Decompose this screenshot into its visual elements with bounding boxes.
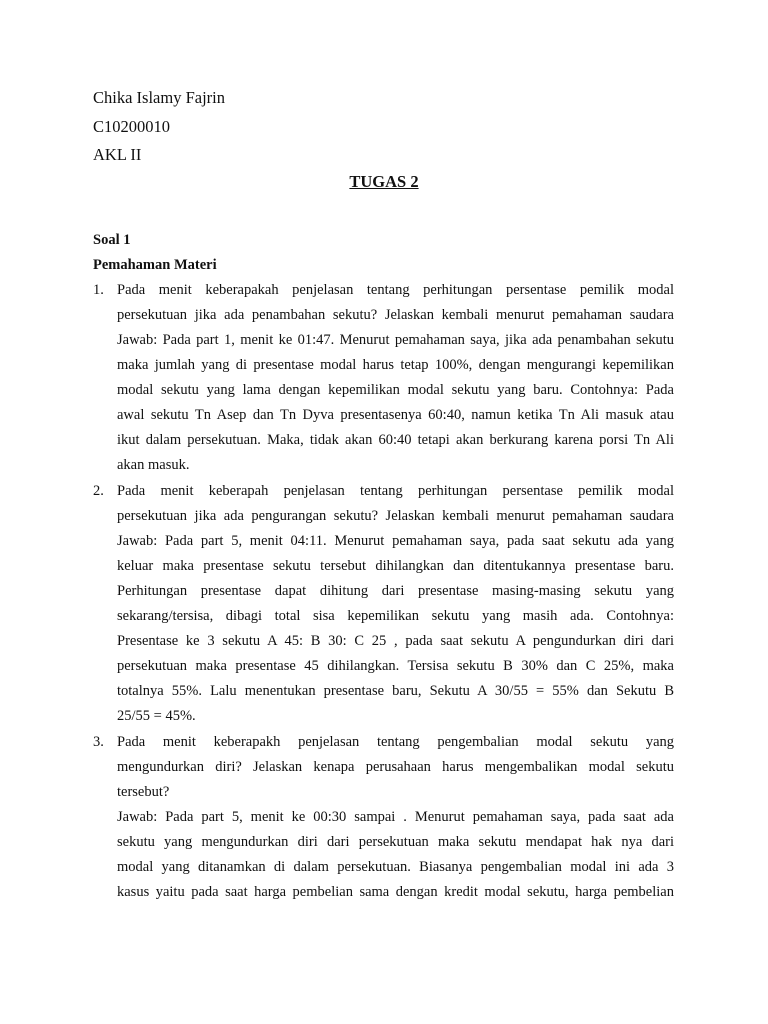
answer-2-line: Perhitungan presentase dapat dihitung dari presentase masing-masing sekutu yang [117,583,674,599]
question-3-line: tersebut? [117,784,170,800]
answer-2-line: totalnya 55%. Lalu menentukan presentase baru, Sekutu A 30/55 = 55% dan Sekutu B [117,683,674,699]
question-2-line: persekutuan jika ada pengurangan sekutu? Jelaskan kembali menurut pemahaman saudara [117,508,674,524]
answer-2-line: Presentase ke 3 sekutu A 45: B 30: C 25 , pada saat sekutu A pengundurkan diri dari [117,633,674,649]
answer-3-line: modal yang ditanamkan di dalam persekutuan. Biasanya pengembalian modal ini ada 3 [117,859,674,875]
student-id: C10200010 [93,117,171,136]
answer-1-line: modal sekutu yang lama dengan kepemilikan modal sekutu yang baru. Contohnya: Pada [117,382,674,398]
answer-2-line: Jawab: Pada part 5, menit 04:11. Menurut pemahaman saya, pada saat sekutu ada yang [117,533,674,549]
question-number-2: 2. [93,483,104,499]
question-number-1: 1. [93,282,104,298]
answer-3-line: Jawab: Pada part 5, menit ke 00:30 sampai . Menurut pemahaman saya, pada saat ada [117,809,674,825]
answer-1-line: akan masuk. [117,457,190,473]
answer-2-line: persekutuan maka presentase 45 dihilangkan. Tersisa sekutu B 30% dan C 25%, maka [117,658,674,674]
course-name: AKL II [93,145,142,164]
answer-2-line: keluar maka presentase sekutu tersebut dihilangkan dan ditentukannya presentase baru. [117,558,674,574]
author-name: Chika Islamy Fajrin [93,88,225,107]
question-number-3: 3. [93,734,104,750]
question-3-line: Pada menit keberapakh penjelasan tentang pengembalian modal sekutu yang [117,734,674,750]
answer-1-line: Jawab: Pada part 1, menit ke 01:47. Menurut pemahaman saya, jika ada penambahan sekutu [117,332,674,348]
section-subtitle: Pemahaman Materi [93,257,217,273]
answer-1-line: maka jumlah yang di presentase modal harus tetap 100%, dengan mengurangi kepemilikan [117,357,674,373]
answer-1-line: ikut dalam persekutuan. Maka, tidak akan 60:40 tetapi akan berkurang karena porsi Tn Ali [117,432,674,448]
section-label: Soal 1 [93,232,131,248]
document-title: TUGAS 2 [349,172,419,191]
question-2-line: Pada menit keberapah penjelasan tentang perhitungan persentase pemilik modal [117,483,674,499]
answer-2-line: 25/55 = 45%. [117,708,196,724]
answer-1-line: awal sekutu Tn Asep dan Tn Dyva presentasenya 60:40, namun ketika Tn Ali masuk atau [117,407,674,423]
answer-3-line: sekutu yang mengundurkan diri dari persekutuan maka sekutu mendapat hak nya dari [117,834,674,850]
question-3-line: mengundurkan diri? Jelaskan kenapa perusahaan harus mengembalikan modal sekutu [117,759,674,775]
answer-2-line: sekarang/tersisa, dibagi total sisa kepemilikan sekutu yang masih ada. Contohnya: [117,608,674,624]
answer-3-line: kasus yaitu pada saat harga pembelian sama dengan kredit modal sekutu, harga pembelian [117,884,674,900]
question-1-line: Pada menit keberapakah penjelasan tentang perhitungan persentase pemilik modal [117,282,674,298]
question-1-line: persekutuan jika ada penambahan sekutu? Jelaskan kembali menurut pemahaman saudara [117,307,674,323]
